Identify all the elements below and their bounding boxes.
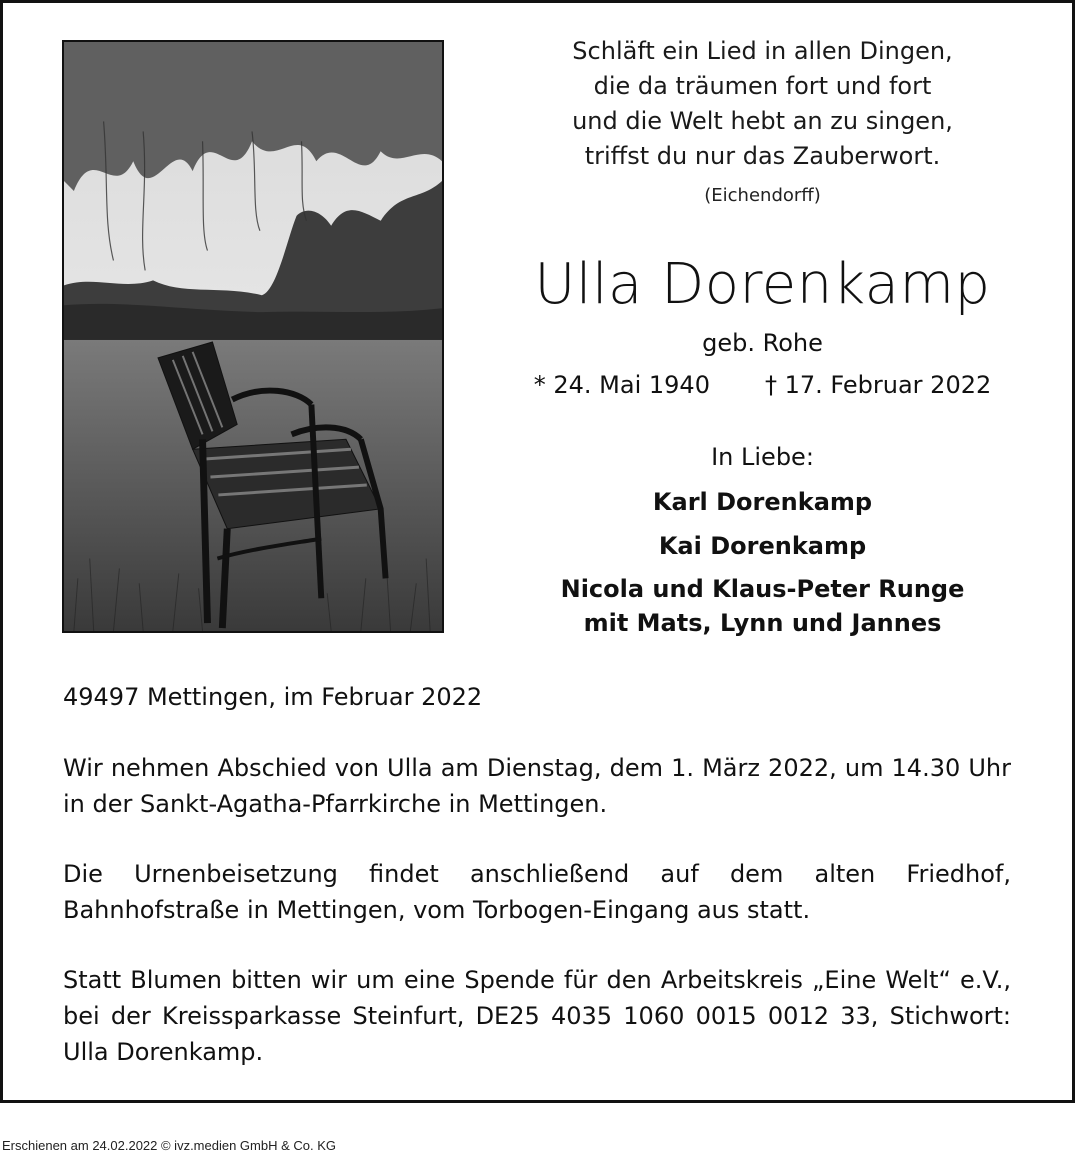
birth-name: geb. Rohe: [702, 329, 823, 357]
park-bench-icon: [64, 42, 442, 631]
birth-date: * 24. Mai 1940: [533, 371, 710, 399]
poem-line: die da träumen fort und fort: [593, 72, 932, 100]
poem-line: triffst du nur das Zauberwort.: [584, 142, 941, 170]
publication-footer: Erschienen am 24.02.2022 © ivz.medien GmbH & Co. KG: [2, 1138, 337, 1153]
deceased-name: Ulla Dorenkamp: [534, 252, 991, 317]
poem-line: Schläft ein Lied in allen Dingen,: [572, 37, 953, 65]
mourner-name: Kai Dorenkamp: [658, 532, 867, 560]
donation-paragraph: Statt Blumen bitten wir um eine Spende für den Arbeitskreis „Eine Welt“ e.V., bei der Kreissparkasse Steinfurt, DE25 4035 1060 0015 0012 33, Stichwort: Ulla Dorenkamp.: [63, 966, 1011, 1066]
poem-author: (Eichendorff): [704, 185, 821, 206]
mourner-name: Nicola und Klaus-Peter Runge: [560, 575, 965, 603]
burial-paragraph: Die Urnenbeisetzung findet anschließend auf dem alten Friedhof, Bahnhofstraße in Mettingen, vom Torbogen-Eingang aus statt.: [63, 860, 1011, 924]
park-bench-photo: [62, 40, 444, 633]
mourner-family: [505, 572, 1020, 640]
poem-line: und die Welt hebt an zu singen,: [572, 107, 953, 135]
mourners-intro: In Liebe:: [711, 443, 814, 471]
mourner-name: Karl Dorenkamp: [652, 488, 873, 516]
life-dates: [505, 371, 1020, 399]
death-date: † 17. Februar 2022: [764, 371, 992, 399]
place-date: 49497 Mettingen, im Februar 2022: [63, 683, 483, 711]
farewell-paragraph: Wir nehmen Abschied von Ulla am Dienstag, dem 1. März 2022, um 14.30 Uhr in der Sankt-Agatha-Pfarrkirche in Mettingen.: [63, 754, 1011, 818]
poem: [505, 34, 1020, 174]
mourner-name: mit Mats, Lynn und Jannes: [583, 609, 942, 637]
